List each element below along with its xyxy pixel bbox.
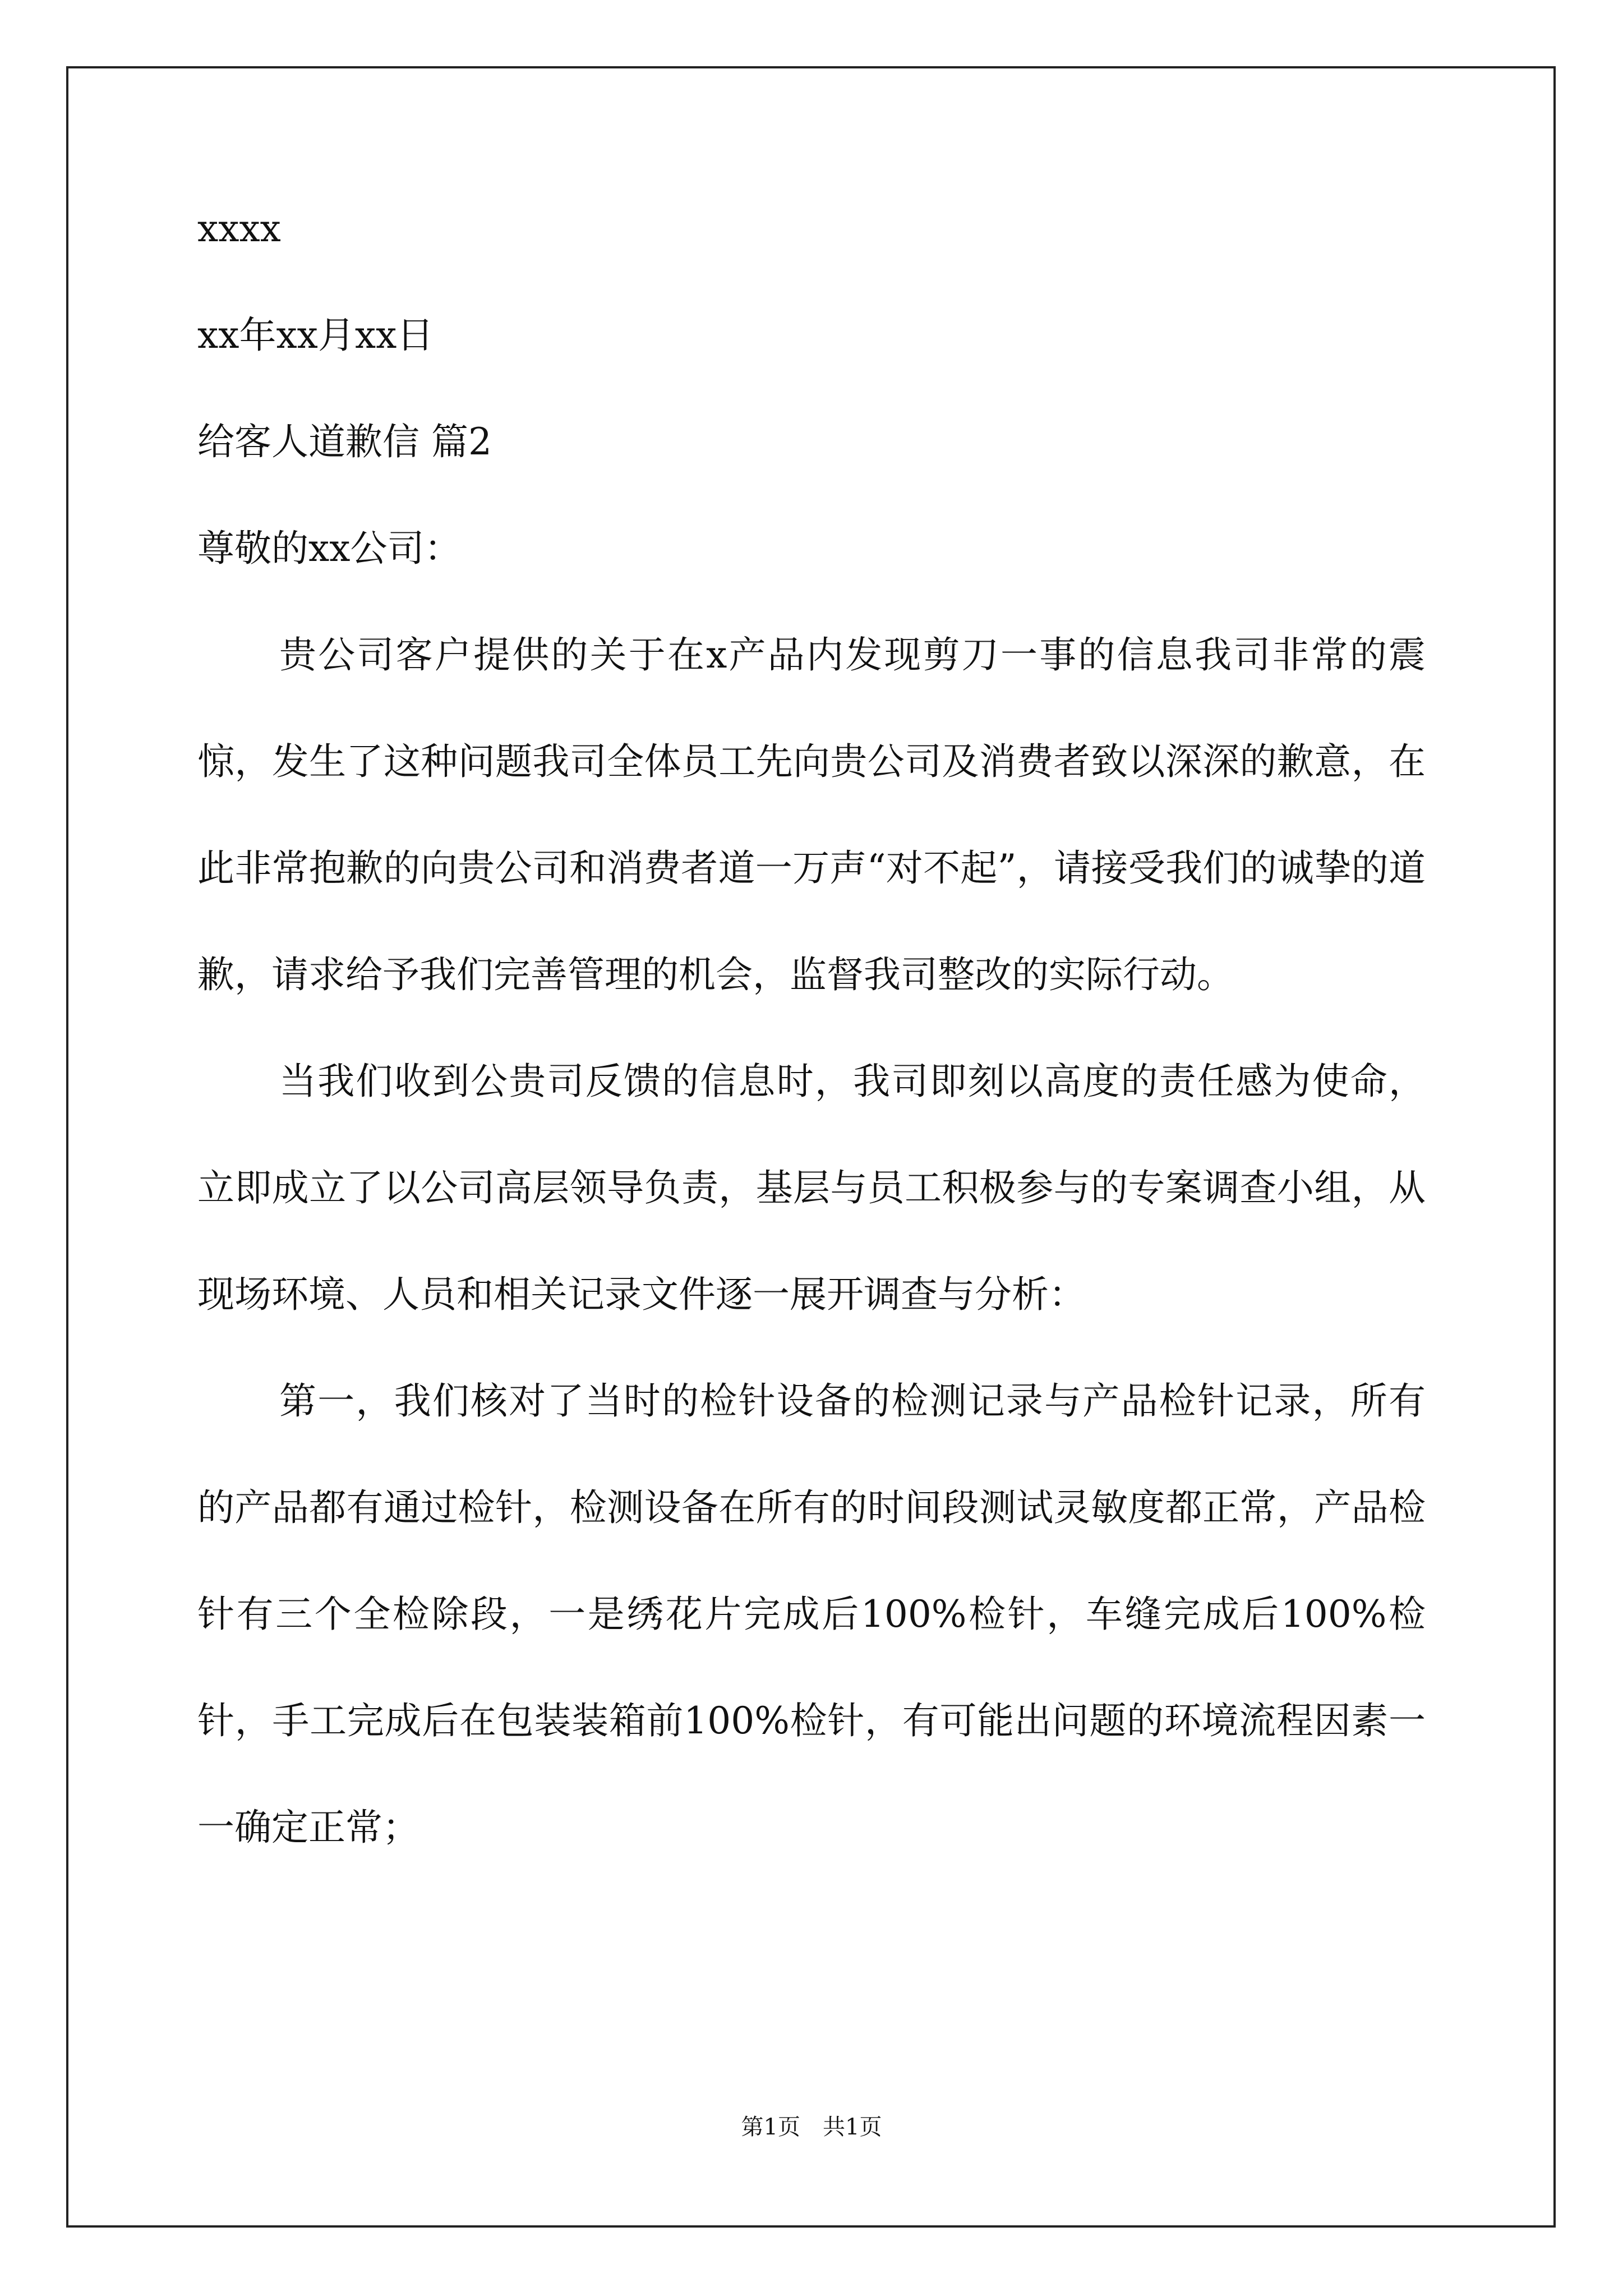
body-paragraph-2: 当我们收到公贵司反馈的信息时，我司即刻以高度的责任感为使命，立即成立了以公司高层领导负责，基层与员工积极参与的专案调查小组，从现场环境、人员和相关记录文件逐一展开调查与分析：: [197, 1060, 1426, 1316]
body-paragraph-3: 第一，我们核对了当时的检针设备的检测记录与产品检针记录，所有的产品都有通过检针，检测设备在所有的时间段测试灵敏度都正常，产品检针有三个全检除段，一是绣花片完成后100%检针，车缝完成后100%检针，手工完成后在包装装箱前100%检针，有可能出问题的环境流程因素一一确定正常；: [197, 1379, 1426, 1849]
page-footer: 第1页 共1页: [741, 2114, 882, 2140]
letter-title: 给客人道歉信 篇2: [197, 420, 492, 463]
document-body: [197, 202, 1426, 1881]
sender-name: xxxx: [197, 207, 281, 250]
body-paragraph-1: 贵公司客户提供的关于在x产品内发现剪刀一事的信息我司非常的震惊，发生了这种问题我司全体员工先向贵公司及消费者致以深深的歉意，在此非常抱歉的向贵公司和消费者道一万声“对不起”，请接受我们的诚挚的道歉，请求给予我们完善管理的机会，监督我司整改的实际行动。: [197, 633, 1426, 996]
letter-date: xx年xx月xx日: [197, 314, 434, 357]
salutation: 尊敬的xx公司：: [197, 527, 462, 570]
